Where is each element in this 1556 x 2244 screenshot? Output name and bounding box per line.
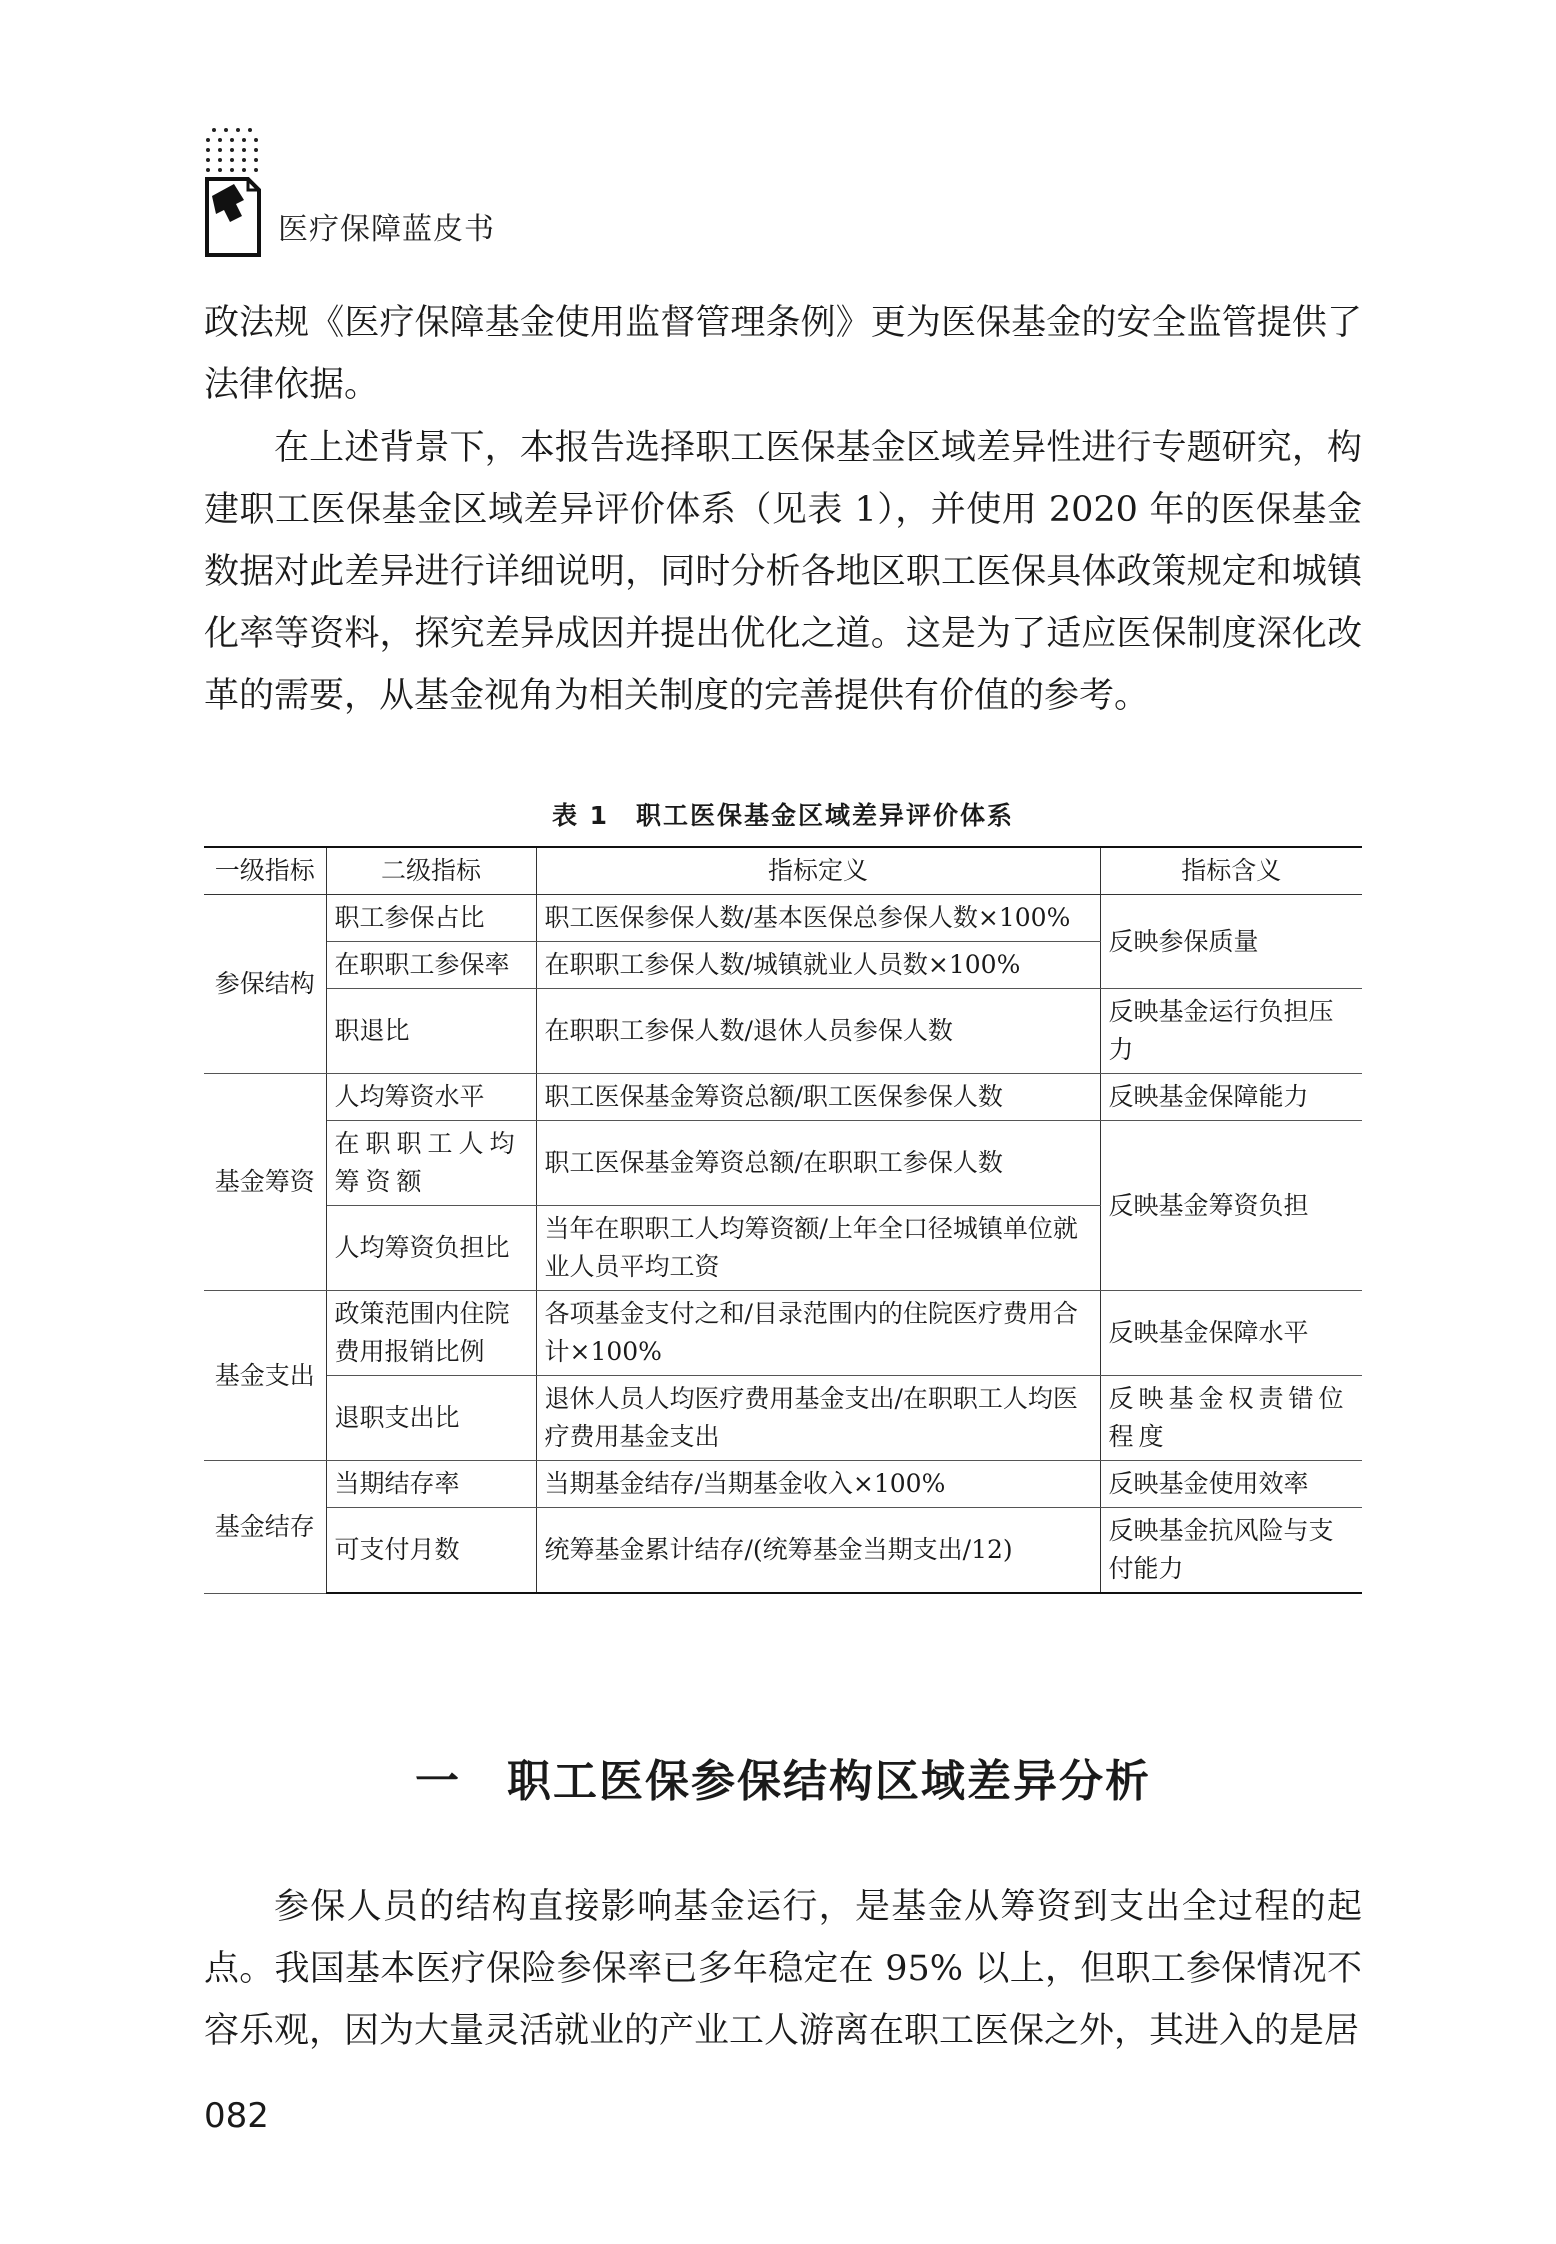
level2-cell: 可支付月数 xyxy=(326,1508,536,1594)
meaning-cell: 反映基金使用效率 xyxy=(1100,1461,1362,1508)
meaning-cell: 反映基金权责错位程度 xyxy=(1100,1376,1362,1461)
meaning-cell: 反映参保质量 xyxy=(1100,895,1362,989)
level2-cell: 职工参保占比 xyxy=(326,895,536,942)
definition-cell: 在职职工参保人数/退休人员参保人数 xyxy=(536,989,1100,1074)
book-icon xyxy=(204,176,262,258)
level2-cell: 人均筹资水平 xyxy=(326,1074,536,1121)
level2-cell: 职退比 xyxy=(326,989,536,1074)
definition-cell: 职工医保基金筹资总额/在职职工参保人数 xyxy=(536,1121,1100,1206)
level2-cell: 当期结存率 xyxy=(326,1461,536,1508)
table-header-row xyxy=(204,847,1362,895)
definition-cell: 职工医保参保人数/基本医保总参保人数×100% xyxy=(536,895,1100,942)
table-row xyxy=(204,1508,1362,1594)
series-title: 医疗保障蓝皮书 xyxy=(278,212,495,247)
section-paragraph: 参保人员的结构直接影响基金运行，是基金从筹资到支出全过程的起点。我国基本医疗保险参保率已多年稳定在 95% 以上，但职工参保情况不容乐观，因为大量灵活就业的产业工人游离在职工医保之外，其进入的是居 xyxy=(204,1887,1362,2051)
definition-cell: 各项基金支付之和/目录范围内的住院医疗费用合计×100% xyxy=(536,1291,1100,1376)
section-heading: 一 职工医保参保结构区域差异分析 xyxy=(415,1756,1151,1807)
header-level2: 二级指标 xyxy=(326,847,536,895)
page-number: 082 xyxy=(204,2096,269,2136)
definition-cell: 职工医保基金筹资总额/职工医保参保人数 xyxy=(536,1074,1100,1121)
definition-cell: 在职职工参保人数/城镇就业人员数×100% xyxy=(536,942,1100,989)
level2-cell: 人均筹资负担比 xyxy=(326,1206,536,1291)
meaning-cell: 反映基金抗风险与支付能力 xyxy=(1100,1508,1362,1594)
meaning-cell: 反映基金筹资负担 xyxy=(1100,1121,1362,1291)
level2-cell: 在职职工人均筹资额 xyxy=(326,1121,536,1206)
evaluation-table xyxy=(204,846,1362,1594)
definition-cell: 当年在职职工人均筹资额/上年全口径城镇单位就业人员平均工资 xyxy=(536,1206,1100,1291)
level1-cell: 基金结存 xyxy=(204,1461,326,1594)
meaning-cell: 反映基金保障能力 xyxy=(1100,1074,1362,1121)
table-row xyxy=(204,989,1362,1074)
header-definition: 指标定义 xyxy=(536,847,1100,895)
header-level1: 一级指标 xyxy=(204,847,326,895)
definition-cell: 当期基金结存/当期基金收入×100% xyxy=(536,1461,1100,1508)
table-title: 表 1 职工医保基金区域差异评价体系 xyxy=(551,801,1015,830)
body-paragraph-2: 在上述背景下，本报告选择职工医保基金区域差异性进行专题研究，构建职工医保基金区域差异评价体系（见表 1），并使用 2020 年的医保基金数据对此差异进行详细说明，同时分析各地区职工医保具体政策规定和城镇化率等资料，探究差异成因并提出优化之道。这是为了适应医保制度深化改革的需要，从基金视角为相关制度的完善提供有价值的参考。 xyxy=(204,428,1362,716)
level1-cell: 基金支出 xyxy=(204,1291,326,1461)
level1-cell: 参保结构 xyxy=(204,895,326,1074)
definition-cell: 统筹基金累计结存/(统筹基金当期支出/12) xyxy=(536,1508,1100,1594)
table-row xyxy=(204,1376,1362,1461)
book-logo-icon xyxy=(204,124,262,258)
level2-cell: 在职职工参保率 xyxy=(326,942,536,989)
header-meaning: 指标含义 xyxy=(1100,847,1362,895)
level2-cell: 退职支出比 xyxy=(326,1376,536,1461)
meaning-cell: 反映基金保障水平 xyxy=(1100,1291,1362,1376)
level1-cell: 基金筹资 xyxy=(204,1074,326,1291)
definition-cell: 退休人员人均医疗费用基金支出/在职职工人均医疗费用基金支出 xyxy=(536,1376,1100,1461)
meaning-cell: 反映基金运行负担压力 xyxy=(1100,989,1362,1074)
dot-grid-decoration xyxy=(206,124,262,176)
table-row xyxy=(204,1074,1362,1121)
level2-cell: 政策范围内住院费用报销比例 xyxy=(326,1291,536,1376)
table-row xyxy=(204,895,1362,942)
table-row xyxy=(204,1121,1362,1206)
table-row xyxy=(204,1291,1362,1376)
body-paragraph-1: 政法规《医疗保障基金使用监督管理条例》更为医保基金的安全监管提供了法律依据。 xyxy=(204,303,1362,405)
table-row xyxy=(204,1461,1362,1508)
